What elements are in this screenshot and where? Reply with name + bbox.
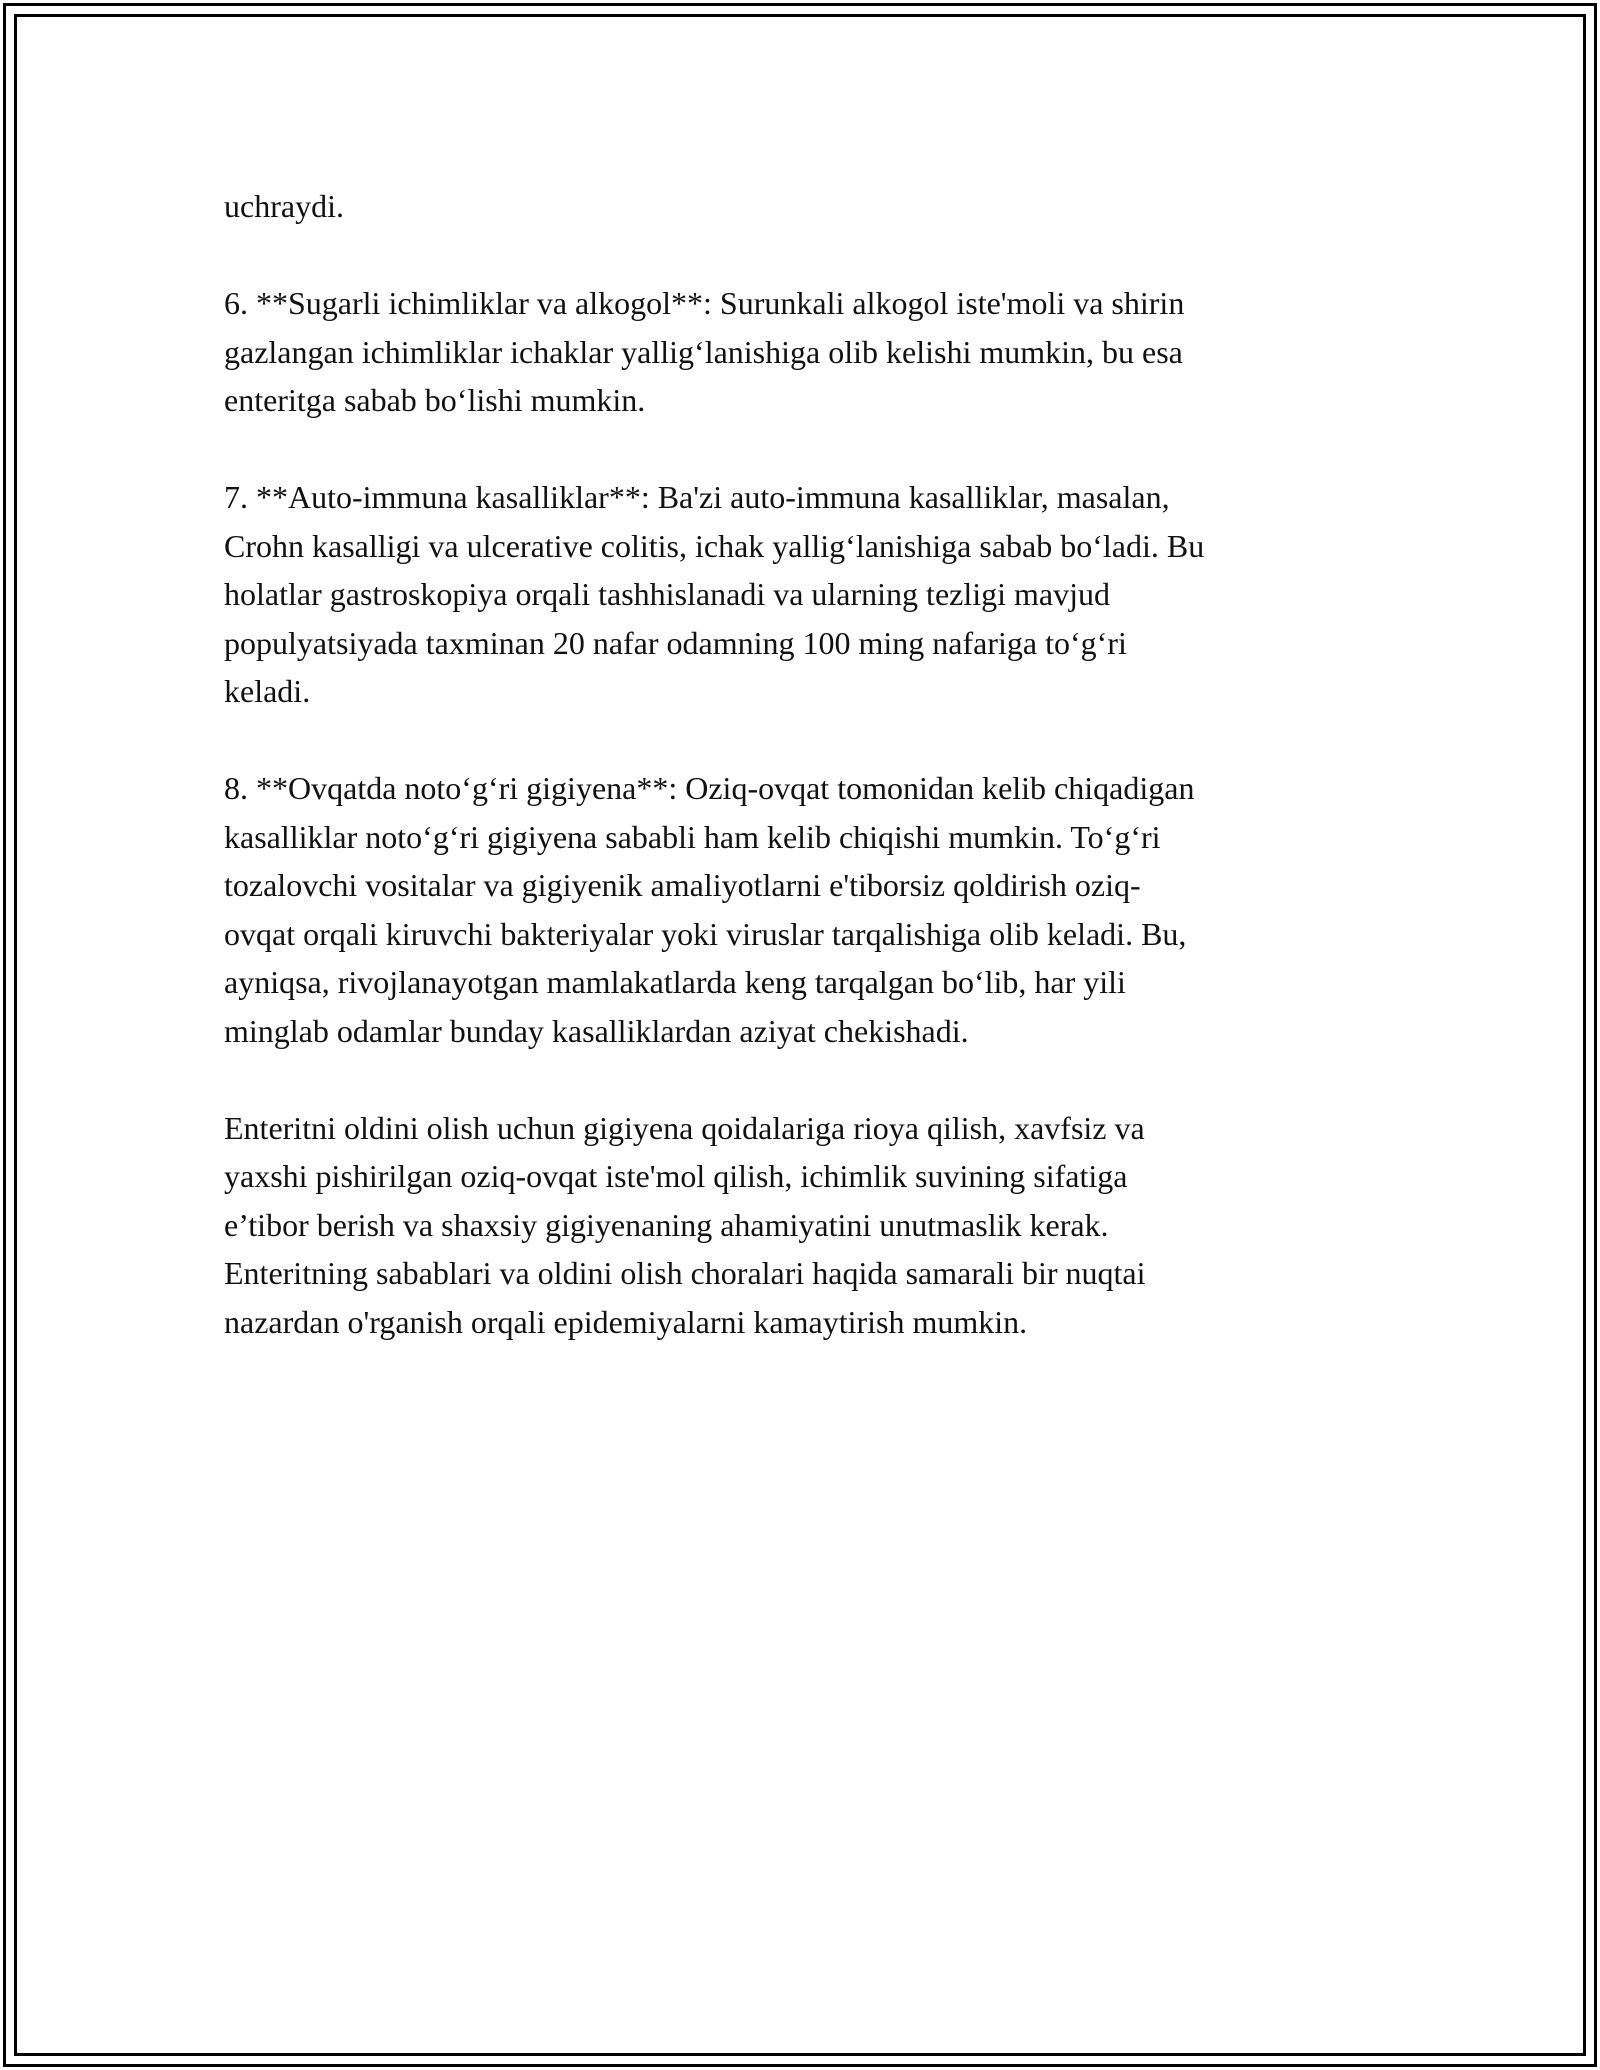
text-line: gazlangan ichimliklar ichaklar yallig‘lanishiga olib kelishi mumkin, bu esa [224, 333, 1183, 370]
text-line: 8. **Ovqatda noto‘g‘ri gigiyena**: Oziq-ovqat tomonidan kelib chiqadigan [224, 770, 1195, 806]
text-line: 6. **Sugarli ichimliklar va alkogol**: Surunkali alkogol iste'moli va shirin [224, 285, 1185, 321]
paragraph-item-8 [224, 764, 1364, 1055]
text-line: yaxshi pishirilgan oziq-ovqat iste'mol qilish, ichimlik suvining sifatiga [224, 1158, 1128, 1194]
text-line: populyatsiyada taxminan 20 nafar odamning 100 ming nafariga to‘g‘ri [224, 624, 1127, 661]
paragraph-item-7 [224, 473, 1364, 716]
paragraph-conclusion [224, 1104, 1364, 1347]
text-line: e’tibor berish va shaxsiy gigiyenaning ahamiyatini unutmaslik kerak. [224, 1206, 1109, 1243]
text-line: uchraydi. [224, 188, 344, 224]
text-line: nazardan o'rganish orqali epidemiyalarni kamaytirish mumkin. [224, 1303, 1028, 1340]
text-line: Enteritning sabablari va oldini olish choralari haqida samarali bir nuqtai [224, 1255, 1146, 1291]
text-line: ayniqsa, rivojlanayotgan mamlakatlarda keng tarqalgan bo‘lib, har yili [224, 964, 1126, 1000]
text-line: enteritga sabab bo‘lishi mumkin. [224, 382, 646, 418]
text-line: 7. **Auto-immuna kasalliklar**: Ba'zi auto-immuna kasalliklar, masalan, [224, 479, 1170, 515]
text-line: ovqat orqali kiruvchi bakteriyalar yoki viruslar tarqalishiga olib keladi. Bu, [224, 915, 1187, 952]
text-line: keladi. [224, 673, 311, 709]
paragraph-continuation [224, 182, 1364, 231]
text-line: tozalovchi vositalar va gigiyenik amaliyotlarni e'tiborsiz qoldirish oziq- [224, 867, 1141, 903]
paragraph-item-6 [224, 279, 1364, 425]
text-line: kasalliklar noto‘g‘ri gigiyena sababli ham kelib chiqishi mumkin. To‘g‘ri [224, 818, 1161, 855]
text-line: holatlar gastroskopiya orqali tashhislanadi va ularning tezligi mavjud [224, 576, 1110, 612]
text-line: minglab odamlar bunday kasalliklardan aziyat chekishadi. [224, 1012, 969, 1049]
document-body [224, 182, 1364, 1346]
text-line: Enteritni oldini olish uchun gigiyena qoidalariga rioya qilish, xavfsiz va [224, 1109, 1145, 1146]
text-line: Crohn kasalligi va ulcerative colitis, ichak yallig‘lanishiga sabab bo‘ladi. Bu [224, 527, 1205, 564]
